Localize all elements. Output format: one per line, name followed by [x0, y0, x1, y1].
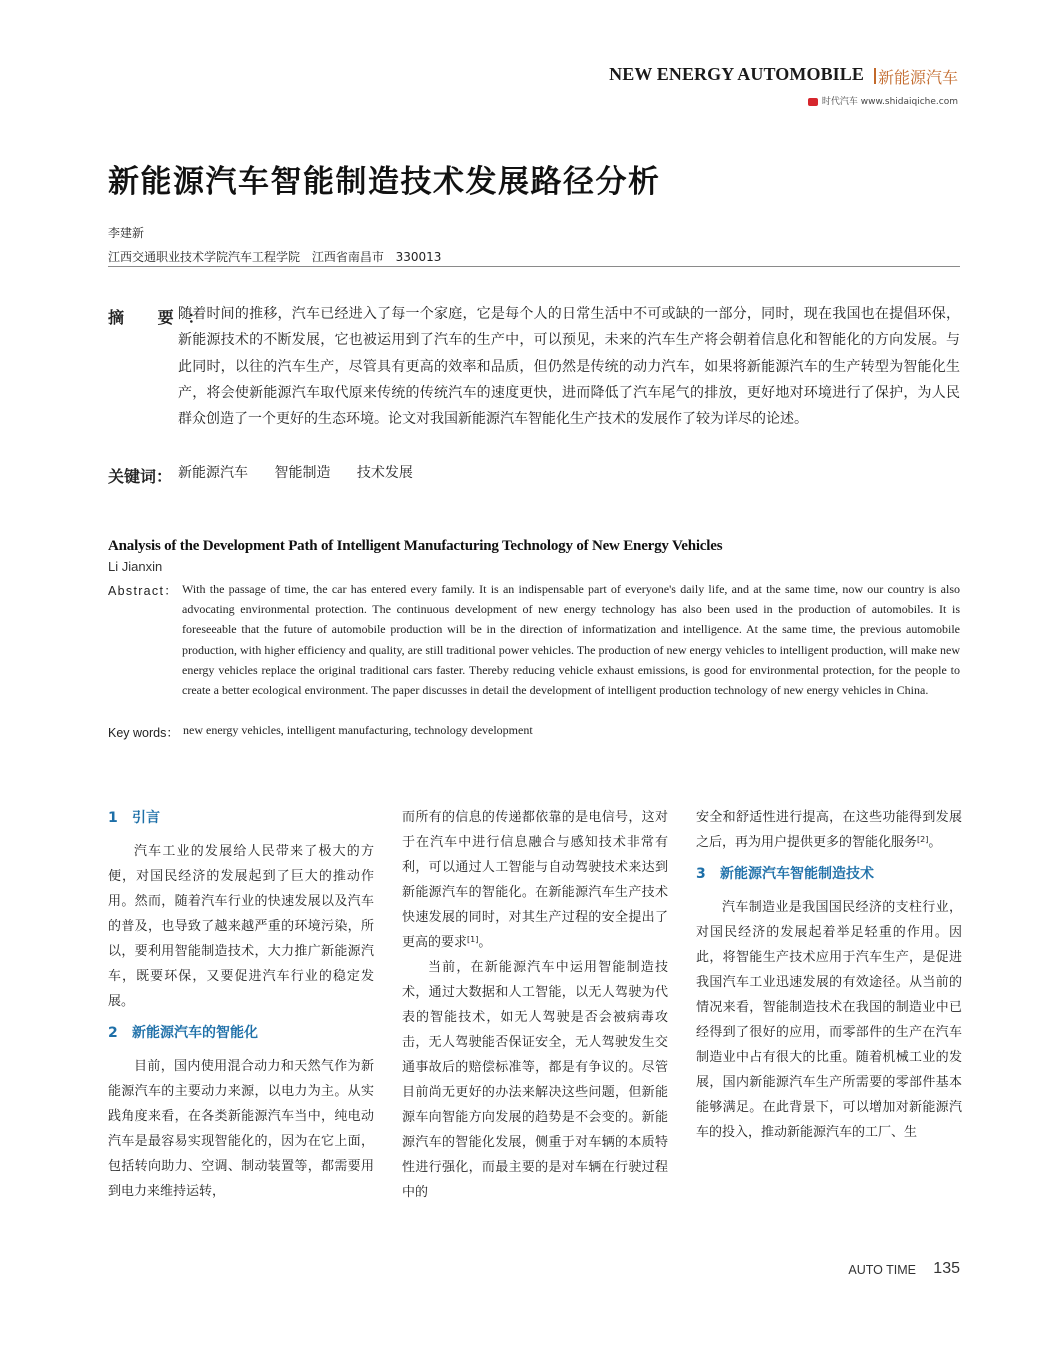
paragraph-end: 。 — [478, 935, 492, 950]
citation-ref: [1] — [467, 935, 479, 944]
journal-site-text: 时代汽车 www.shidaiqiche.com — [821, 97, 958, 107]
magazine-logo-icon — [808, 98, 818, 106]
article-affiliation: 江西交通职业技术学院汽车工程学院 江西省南昌市 330013 — [108, 250, 442, 264]
section-title: 引言 — [132, 810, 160, 826]
keywords-zh-label: 关键词： — [108, 467, 173, 486]
abstract-zh-text: 随着时间的推移，汽车已经进入了每一个家庭，它是每个人的日常生活中不可或缺的一部分，同时，现在我国也在提倡环保，新能源技术的不断发展，它也被运用到了汽车的生产中，可以预见，未来的汽车生产将会朝着信息化和智能化的方向发展。与此同时，以往的汽车生产，尽管具有更高的效率和品质，但仍然是传统的动力汽车，如果将新能源汽车的生产转型为智能化生产，将会使新能源汽车取代原来传统的传统汽车的速度更快，进而降低了汽车尾气的排放，更好地对环境进行了保护，为人民群众创造了一个更好的生态环境。论文对我国新能源汽车智能化生产技术的发展作了较为详尽的论述。 — [178, 306, 960, 428]
body-column-2 — [402, 805, 668, 1205]
paragraph — [696, 805, 962, 855]
article-author: 李建新 — [108, 226, 145, 240]
article-author-en: Li Jianxin — [108, 559, 163, 574]
page-number: 135 — [933, 1260, 960, 1277]
title-rule — [108, 266, 960, 267]
section-number: 3 — [696, 866, 706, 882]
paragraph: 目前，国内使用混合动力和天然气作为新能源汽车的主要动力来源，以电力为主。从实践角度来看，在各类新能源汽车当中，纯电动汽车是最容易实现智能化的，因为在它上面，包括转向助力、空调、制动装置等，都需要用到电力来维持运转， — [108, 1059, 374, 1199]
paragraph: 当前，在新能源汽车中运用智能制造技术，通过大数据和人工智能，以无人驾驶为代表的智能技术，如无人驾驶是否会被病毒攻击，无人驾驶能否保证安全，无人驾驶发生交通事故后的赔偿标准等，都是有争议的。尽管目前尚无更好的办法来解决这些问题，但新能源车向智能方向发展的趋势是不会变的。新能源汽车的智能化发展，侧重于对车辆的本质特性进行强化，而最主要的是对车辆在行驶过程中的 — [402, 960, 668, 1200]
paragraph: 汽车制造业是我国国民经济的支柱行业，对国民经济的发展起着举足轻重的作用。因此，将智能生产技术应用于汽车生产，是促进我国汽车工业迅速发展的有效途径。从当前的情况来看，智能制造技术在我国的制造业中已经得到了很好的应用，而零部件的生产在汽车制造业中占有很大的比重。随着机械工业的发展，国内新能源汽车生产所需要的零部件基本能够满足。在此背景下，可以增加对新能源汽车的投入，推动新能源汽车的工厂、生 — [696, 900, 962, 1140]
keyword-zh: 技术发展 — [356, 465, 413, 481]
journal-title-en: NEW ENERGY AUTOMOBILE — [609, 64, 864, 84]
body-column-3 — [696, 805, 962, 1145]
journal-site — [808, 94, 958, 107]
body-column-1 — [108, 806, 374, 1204]
citation-ref: [2] — [917, 835, 929, 844]
section-title: 新能源汽车智能制造技术 — [720, 866, 874, 882]
abstract-en-label: Abstract： — [108, 584, 179, 598]
section-number: 1 — [108, 810, 118, 826]
article-title: 新能源汽车智能制造技术发展路径分析 — [108, 164, 661, 200]
section-heading-2 — [108, 1021, 374, 1046]
section-heading-3 — [696, 862, 962, 887]
keywords-en: new energy vehicles, intelligent manufacturing, technology development — [183, 723, 533, 737]
paragraph-end: 。 — [928, 835, 942, 850]
section-title: 新能源汽车的智能化 — [132, 1025, 258, 1041]
header-divider — [874, 68, 876, 84]
keyword-zh: 新能源汽车 — [178, 465, 248, 481]
section-number: 2 — [108, 1025, 118, 1041]
paragraph: 汽车工业的发展给人民带来了极大的方便，对国民经济的发展起到了巨大的推动作用。然而，随着汽车行业的快速发展以及汽车的普及，也导致了越来越严重的环境污染，所以，要利用智能制造技术，大力推广新能源汽车，既要环保，又要促进汽车行业的稳定发展。 — [108, 844, 374, 1009]
paragraph-text: 安全和舒适性进行提高，在这些功能得到发展之后，再为用户提供更多的智能化服务 — [696, 810, 962, 850]
article-title-en: Analysis of the Development Path of Intelligent Manufacturing Technology of New Energy Vehicles — [108, 538, 723, 554]
paragraph — [402, 805, 668, 955]
journal-section-zh: 新能源汽车 — [877, 68, 958, 87]
keyword-zh: 智能制造 — [274, 465, 331, 481]
abstract-zh-label: 摘 要： — [108, 308, 218, 327]
abstract-en-text: With the passage of time, the car has entered every family. It is an indispensable part of everyone's daily life, and at the same time, now our country is also advocating environmental protection. The continuous development of new energy technology has also been used in the production of automobiles. It is foreseeable that the future of automobile production will be in the direction of informatization and intelligence. At the same time, the previous automobile production, with higher efficiency and quality, are still traditional power vehicles. The production of new energy vehicles to intelligent production, will make new energy vehicles replace the original traditional cars faster. Thereby reducing vehicle exhaust emissions, is good for environmental protection, for the people to create a better ecological environment. The paper discusses in detail the development of intelligent production technology of new energy vehicles in China. — [182, 582, 960, 698]
keywords-en-label: Key words： — [108, 726, 179, 740]
footer-journal-name: AUTO TIME — [848, 1263, 916, 1277]
section-heading-1 — [108, 806, 374, 831]
paragraph-text: 而所有的信息的传递都依靠的是电信号，这对于在汽车中进行信息融合与感知技术非常有利，可以通过人工智能与自动驾驶技术来达到新能源汽车的智能化。在新能源汽车生产技术快速发展的同时，对其生产过程的安全提出了更高的要求 — [402, 810, 668, 950]
keywords-zh — [178, 462, 435, 482]
